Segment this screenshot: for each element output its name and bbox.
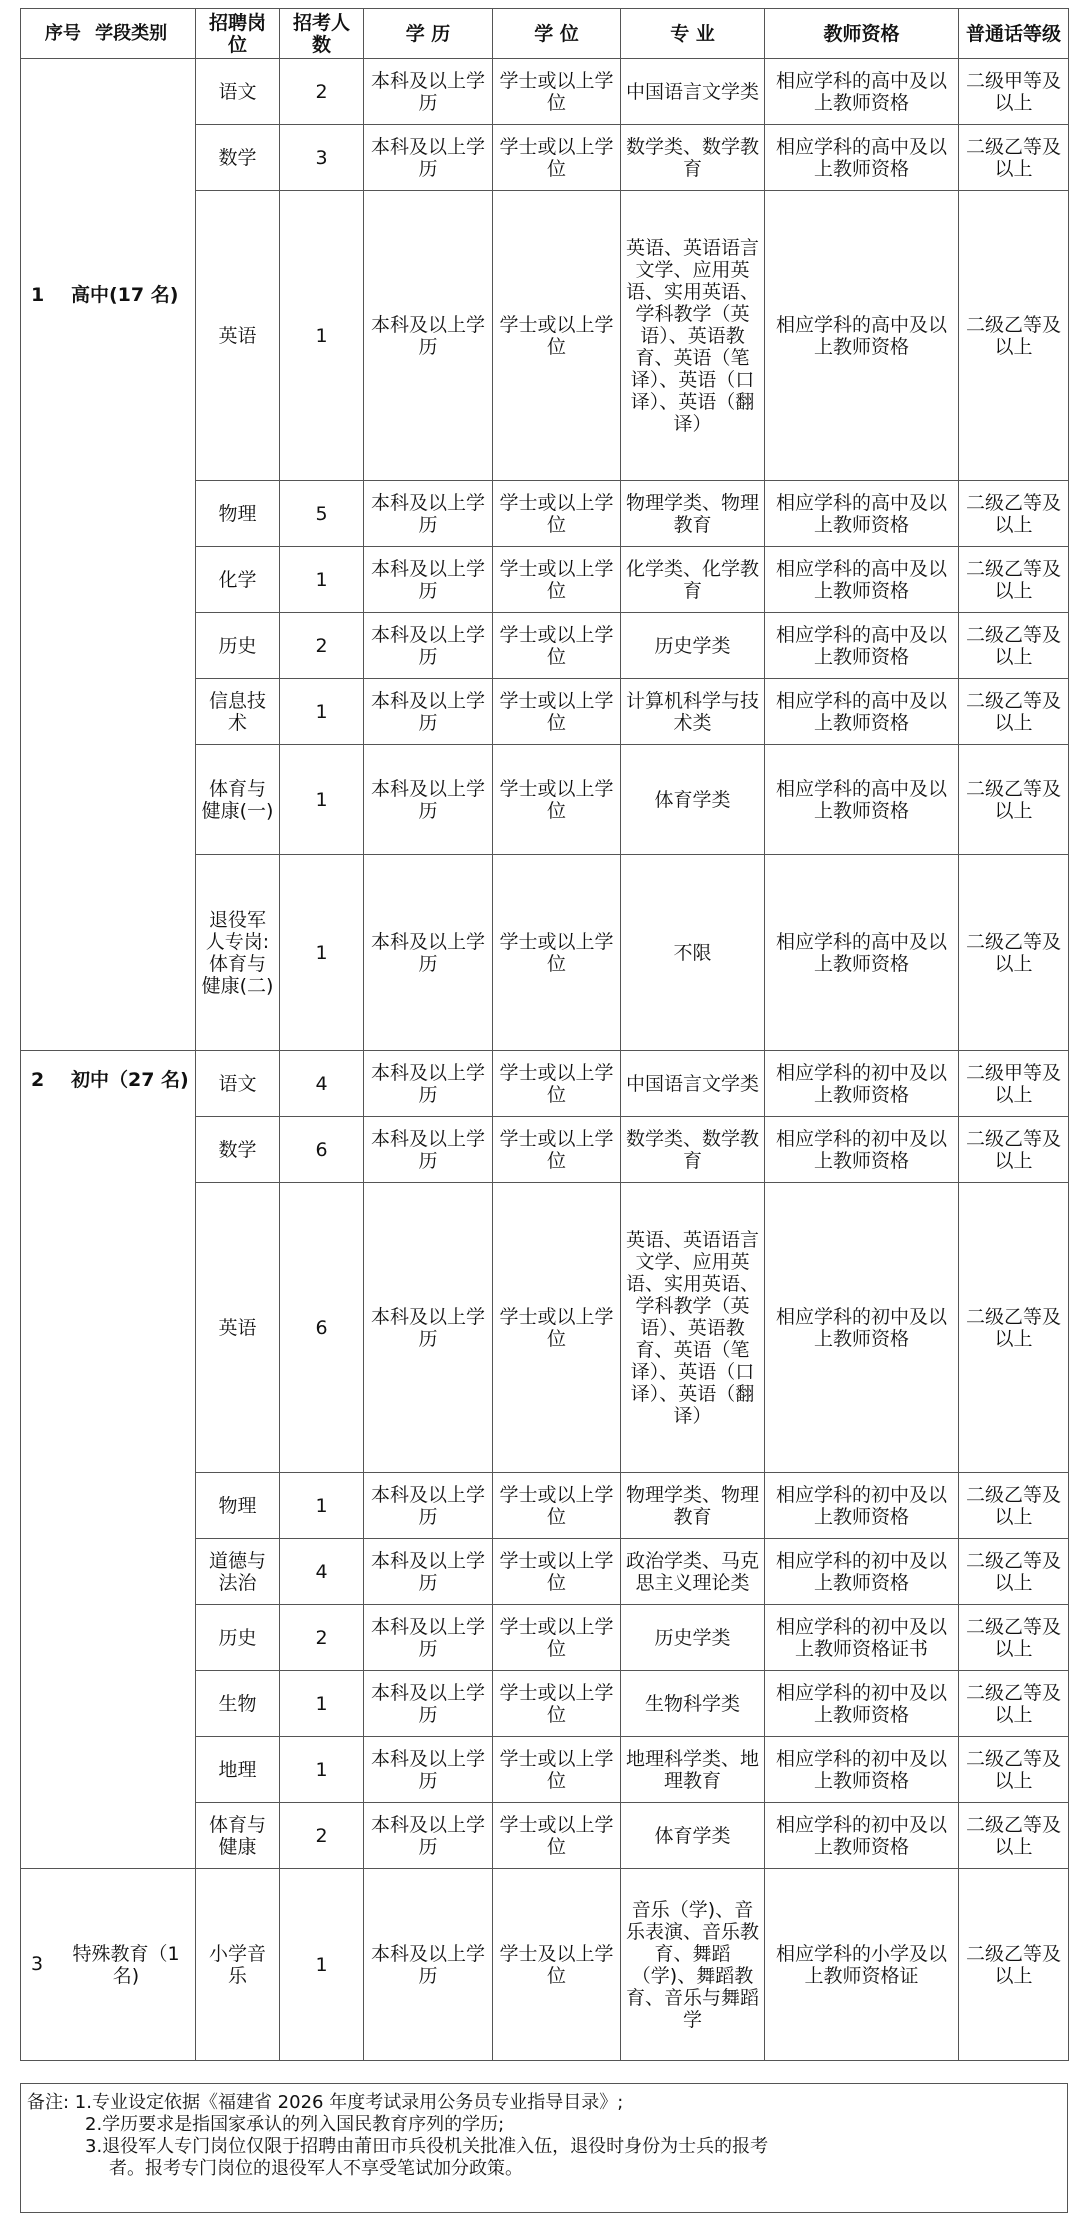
major-cell: 物理学类、物理教育 [621,481,765,547]
post-cell: 语文 [196,59,280,125]
edu-cell: 本科及以上学历 [364,613,493,679]
num-cell: 6 [280,1117,364,1183]
degree-cell: 学士或以上学位 [493,1803,621,1869]
major-cell: 计算机科学与技术类 [621,679,765,745]
num-cell: 3 [280,125,364,191]
edu-cell: 本科及以上学历 [364,191,493,481]
mandarin-cell: 二级乙等及以上 [959,1671,1069,1737]
post-cell: 英语 [196,191,280,481]
post-cell: 体育与健康 [196,1803,280,1869]
major-cell: 数学类、数学教育 [621,1117,765,1183]
num-cell: 1 [280,1737,364,1803]
qual-cell: 相应学科的初中及以上教师资格证书 [765,1605,959,1671]
num-cell: 1 [280,1473,364,1539]
degree-cell: 学士或以上学位 [493,1539,621,1605]
post-cell: 信息技术 [196,679,280,745]
recruitment-table [20,8,1069,2061]
degree-cell: 学士或以上学位 [493,745,621,855]
group-seq: 2 [31,1069,45,1091]
group-seq: 3 [31,1953,44,1975]
num-cell: 2 [280,59,364,125]
post-cell: 化学 [196,547,280,613]
num-cell: 4 [280,1539,364,1605]
post-cell: 历史 [196,1605,280,1671]
degree-cell: 学士或以上学位 [493,1671,621,1737]
qual-cell: 相应学科的小学及以上教师资格证 [765,1869,959,2061]
edu-cell: 本科及以上学历 [364,745,493,855]
mandarin-cell: 二级乙等及以上 [959,191,1069,481]
edu-cell: 本科及以上学历 [364,1117,493,1183]
mandarin-cell: 二级甲等及以上 [959,59,1069,125]
degree-cell: 学士或以上学位 [493,1117,621,1183]
qual-cell: 相应学科的高中及以上教师资格 [765,679,959,745]
major-cell: 英语、英语语言文学、应用英语、实用英语、学科教学（英语）、英语教育、英语（笔译）、英语（口译）、英语（翻译） [621,191,765,481]
qual-cell: 相应学科的高中及以上教师资格 [765,547,959,613]
edu-cell: 本科及以上学历 [364,1473,493,1539]
group-cell-1 [21,59,196,1051]
mandarin-cell: 二级乙等及以上 [959,1869,1069,2061]
qual-cell: 相应学科的初中及以上教师资格 [765,1803,959,1869]
degree-cell: 学士或以上学位 [493,547,621,613]
degree-cell: 学士或以上学位 [493,125,621,191]
remarks [20,2083,1068,2213]
group-cell-2 [21,1051,196,1869]
degree-cell: 学士或以上学位 [493,1473,621,1539]
edu-cell: 本科及以上学历 [364,1869,493,2061]
edu-cell: 本科及以上学历 [364,1183,493,1473]
post-cell: 地理 [196,1737,280,1803]
num-cell: 1 [280,191,364,481]
major-cell: 生物科学类 [621,1671,765,1737]
header-seq-stage [21,9,196,59]
degree-cell: 学士或以上学位 [493,613,621,679]
qual-cell: 相应学科的初中及以上教师资格 [765,1183,959,1473]
degree-cell: 学士或以上学位 [493,1605,621,1671]
degree-cell: 学士或以上学位 [493,1183,621,1473]
qual-cell: 相应学科的初中及以上教师资格 [765,1473,959,1539]
post-cell: 道德与法治 [196,1539,280,1605]
major-cell: 地理科学类、地理教育 [621,1737,765,1803]
header-row [21,9,1069,59]
qual-cell: 相应学科的初中及以上教师资格 [765,1737,959,1803]
num-cell: 1 [280,679,364,745]
major-cell: 历史学类 [621,613,765,679]
edu-cell: 本科及以上学历 [364,1051,493,1117]
post-cell: 物理 [196,1473,280,1539]
header-num: 招考人数 [280,9,364,59]
major-cell: 中国语言文学类 [621,1051,765,1117]
qual-cell: 相应学科的高中及以上教师资格 [765,125,959,191]
mandarin-cell: 二级乙等及以上 [959,1117,1069,1183]
major-cell: 体育学类 [621,745,765,855]
major-cell: 政治学类、马克思主义理论类 [621,1539,765,1605]
post-cell: 退役军人专岗:体育与健康(二) [196,855,280,1051]
qual-cell: 相应学科的高中及以上教师资格 [765,855,959,1051]
mandarin-cell: 二级乙等及以上 [959,547,1069,613]
major-cell: 数学类、数学教育 [621,125,765,191]
mandarin-cell: 二级乙等及以上 [959,1473,1069,1539]
header-seq: 序号 [44,22,81,44]
degree-cell: 学士或以上学位 [493,1737,621,1803]
mandarin-cell: 二级乙等及以上 [959,1737,1069,1803]
num-cell: 4 [280,1051,364,1117]
major-cell: 物理学类、物理教育 [621,1473,765,1539]
mandarin-cell: 二级乙等及以上 [959,481,1069,547]
degree-cell: 学士或以上学位 [493,855,621,1051]
header-stage: 学段类别 [95,22,168,44]
mandarin-cell: 二级乙等及以上 [959,1539,1069,1605]
qual-cell: 相应学科的初中及以上教师资格 [765,1671,959,1737]
group-seq: 1 [31,284,45,306]
num-cell: 1 [280,1869,364,2061]
edu-cell: 本科及以上学历 [364,1539,493,1605]
edu-cell: 本科及以上学历 [364,481,493,547]
edu-cell: 本科及以上学历 [364,1737,493,1803]
header-edu: 学 历 [364,9,493,59]
num-cell: 2 [280,613,364,679]
num-cell: 1 [280,1671,364,1737]
major-cell: 中国语言文学类 [621,59,765,125]
group-stage: 特殊教育（1 名) [72,1942,180,1987]
qual-cell: 相应学科的高中及以上教师资格 [765,59,959,125]
mandarin-cell: 二级乙等及以上 [959,125,1069,191]
table-row [21,1869,1069,2061]
num-cell: 6 [280,1183,364,1473]
degree-cell: 学士或以上学位 [493,59,621,125]
edu-cell: 本科及以上学历 [364,1671,493,1737]
table-row [21,59,1069,125]
mandarin-cell: 二级乙等及以上 [959,1605,1069,1671]
post-cell: 英语 [196,1183,280,1473]
qual-cell: 相应学科的初中及以上教师资格 [765,1051,959,1117]
header-mandarin: 普通话等级 [959,9,1069,59]
edu-cell: 本科及以上学历 [364,1803,493,1869]
mandarin-cell: 二级乙等及以上 [959,1803,1069,1869]
remark-line-4: 者。报考专门岗位的退役军人不享受笔试加分政策。 [109,2158,523,2179]
degree-cell: 学士或以上学位 [493,481,621,547]
post-cell: 小学音乐 [196,1869,280,2061]
post-cell: 生物 [196,1671,280,1737]
major-cell: 不限 [621,855,765,1051]
edu-cell: 本科及以上学历 [364,547,493,613]
num-cell: 1 [280,547,364,613]
post-cell: 语文 [196,1051,280,1117]
remark-line-2: 2.学历要求是指国家承认的列入国民教育序列的学历; [85,2114,505,2135]
header-major: 专 业 [621,9,765,59]
post-cell: 数学 [196,1117,280,1183]
post-cell: 体育与健康(一) [196,745,280,855]
major-cell: 历史学类 [621,1605,765,1671]
mandarin-cell: 二级乙等及以上 [959,1183,1069,1473]
num-cell: 5 [280,481,364,547]
remark-line-1: 备注: 1.专业设定依据《福建省 2026 年度考试录用公务员专业指导目录》; [27,2092,624,2113]
degree-cell: 学士或以上学位 [493,191,621,481]
group-cell-3 [21,1869,196,2061]
mandarin-cell: 二级甲等及以上 [959,1051,1069,1117]
num-cell: 1 [280,855,364,1051]
qual-cell: 相应学科的初中及以上教师资格 [765,1539,959,1605]
qual-cell: 相应学科的高中及以上教师资格 [765,613,959,679]
edu-cell: 本科及以上学历 [364,125,493,191]
major-cell: 化学类、化学教育 [621,547,765,613]
table-row [21,1051,1069,1117]
mandarin-cell: 二级乙等及以上 [959,745,1069,855]
mandarin-cell: 二级乙等及以上 [959,679,1069,745]
group-stage: 初中（27 名) [71,1069,189,1091]
edu-cell: 本科及以上学历 [364,855,493,1051]
major-cell: 音乐（学)、音乐表演、音乐教育、舞蹈（学)、舞蹈教育、音乐与舞蹈学 [621,1869,765,2061]
post-cell: 数学 [196,125,280,191]
num-cell: 2 [280,1803,364,1869]
degree-cell: 学士或以上学位 [493,1051,621,1117]
degree-cell: 学士或以上学位 [493,679,621,745]
mandarin-cell: 二级乙等及以上 [959,613,1069,679]
qual-cell: 相应学科的高中及以上教师资格 [765,481,959,547]
remark-line-3: 3.退役军人专门岗位仅限于招聘由莆田市兵役机关批准入伍，退役时身份为士兵的报考 [85,2136,769,2157]
edu-cell: 本科及以上学历 [364,1605,493,1671]
degree-cell: 学士及以上学位 [493,1869,621,2061]
major-cell: 体育学类 [621,1803,765,1869]
edu-cell: 本科及以上学历 [364,59,493,125]
group-stage: 高中(17 名) [71,284,179,306]
major-cell: 英语、英语语言文学、应用英语、实用英语、学科教学（英语）、英语教育、英语（笔译）、英语（口译）、英语（翻译） [621,1183,765,1473]
qual-cell: 相应学科的高中及以上教师资格 [765,191,959,481]
num-cell: 1 [280,745,364,855]
header-qual: 教师资格 [765,9,959,59]
post-cell: 历史 [196,613,280,679]
post-cell: 物理 [196,481,280,547]
qual-cell: 相应学科的高中及以上教师资格 [765,745,959,855]
edu-cell: 本科及以上学历 [364,679,493,745]
header-post: 招聘岗位 [196,9,280,59]
qual-cell: 相应学科的初中及以上教师资格 [765,1117,959,1183]
header-degree: 学 位 [493,9,621,59]
mandarin-cell: 二级乙等及以上 [959,855,1069,1051]
num-cell: 2 [280,1605,364,1671]
